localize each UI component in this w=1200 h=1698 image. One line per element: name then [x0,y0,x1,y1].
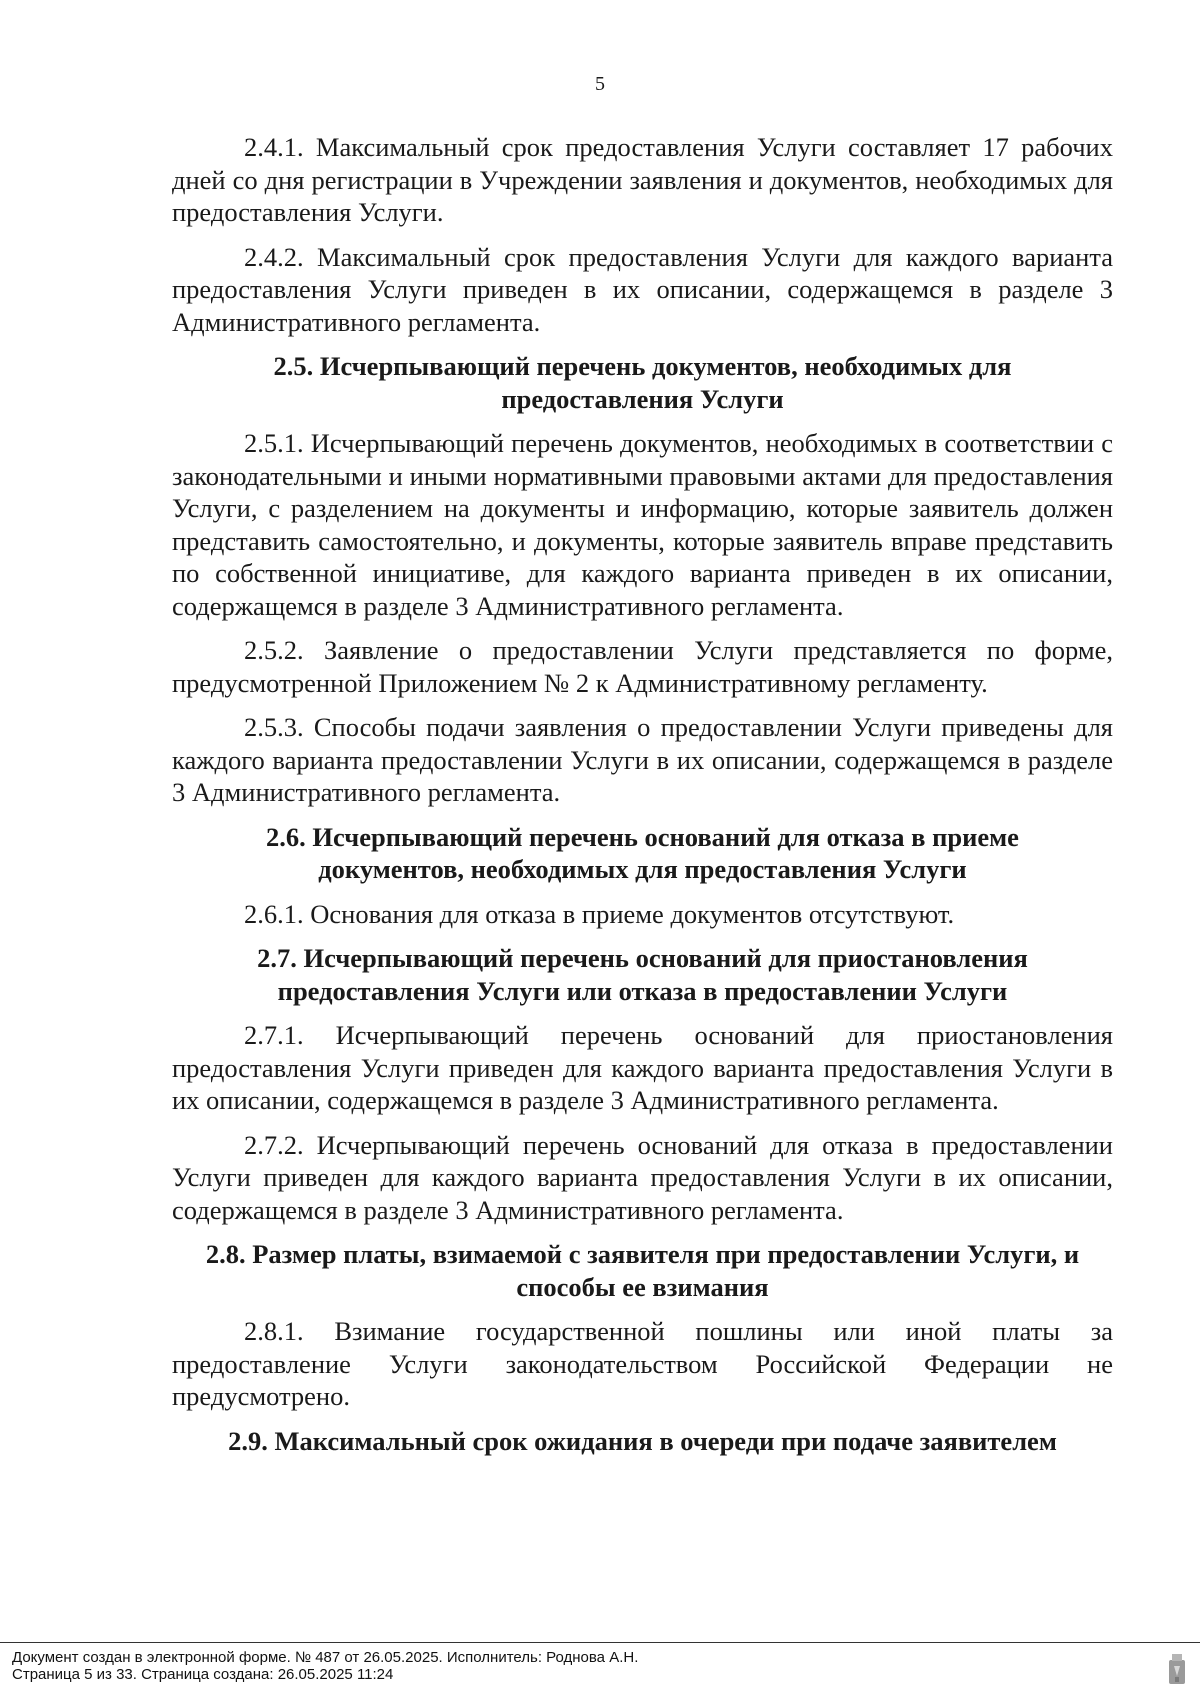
paragraph-2-4-1: 2.4.1. Максимальный срок предоставления Услуги составляет 17 рабочих дней со дня регистрации в Учреждении заявления и документов, необходимых для предоставления Услуги. [172,132,1113,227]
footer-line-page-info: Страница 5 из 33. Страница создана: 26.05.2025 11:24 [12,1666,394,1683]
paragraph-2-7-1: 2.7.1. Исчерпывающий перечень оснований для приостановления предоставления Услуги приведен для каждого варианта предоставления Услуги в их описании, содержащемся в разделе 3 Административного регламента. [172,1020,1113,1115]
heading-2-8: 2.8. Размер платы, взимаемой с заявителя при предоставлении Услуги, и способы ее взимания [205,1239,1080,1302]
heading-2-5: 2.5. Исчерпывающий перечень документов, необходимых для предоставления Услуги [273,351,1012,414]
heading-2-7: 2.7. Исчерпывающий перечень оснований для приостановления предоставления Услуги или отказа в предоставлении Услуги [257,943,1028,1006]
paragraph-2-7-2: 2.7.2. Исчерпывающий перечень оснований для отказа в предоставлении Услуги приведен для каждого варианта предоставления Услуги в их описании, содержащемся в разделе 3 Административного регламента. [172,1129,1113,1225]
paragraph-2-5-3: 2.5.3. Способы подачи заявления о предоставлении Услуги приведены для каждого варианта предоставлении Услуги в их описании, содержащемся в разделе 3 Административного регламента. [172,712,1113,807]
paragraph-2-5-1: 2.5.1. Исчерпывающий перечень документов, необходимых в соответствии с законодательными и иными нормативными правовыми актами для предоставления Услуги, с разделением на документы и информацию, которые заявитель должен представить самостоятельно, и документы, которые заявитель вправе представить по собственной инициативе, для каждого варианта приведен в их описании, содержащемся в разделе 3 Административного регламента. [172,428,1113,621]
paragraph-2-5-2: 2.5.2. Заявление о предоставлении Услуги представляется по форме, предусмотренной Приложением № 2 к Административному регламенту. [172,635,1113,698]
document-body [172,131,1113,1469]
paragraph-2-4-2: 2.4.2. Максимальный срок предоставления Услуги для каждого варианта предоставления Услуги приведен в их описании, содержащемся в разделе 3 Административного регламента. [172,241,1113,337]
heading-2-6: 2.6. Исчерпывающий перечень оснований для отказа в приеме документов, необходимых для предоставления Услуги [266,821,1019,884]
page-number: 5 [595,73,605,95]
coat-of-arms-icon [1166,1652,1188,1686]
paragraph-2-8-1: 2.8.1. Взимание государственной пошлины или иной платы за предоставление Услуги законодательством Российской Федерации не предусмотрено. [172,1316,1113,1411]
paragraph-2-6-1: 2.6.1. Основания для отказа в приеме документов отсутствуют. [244,898,955,929]
document-footer [0,1642,1200,1683]
footer-line-document-info: Документ создан в электронной форме. № 487 от 26.05.2025. Исполнитель: Роднова А.Н. [12,1649,639,1666]
heading-2-9: 2.9. Максимальный срок ожидания в очереди при подаче заявителем [228,1425,1057,1456]
